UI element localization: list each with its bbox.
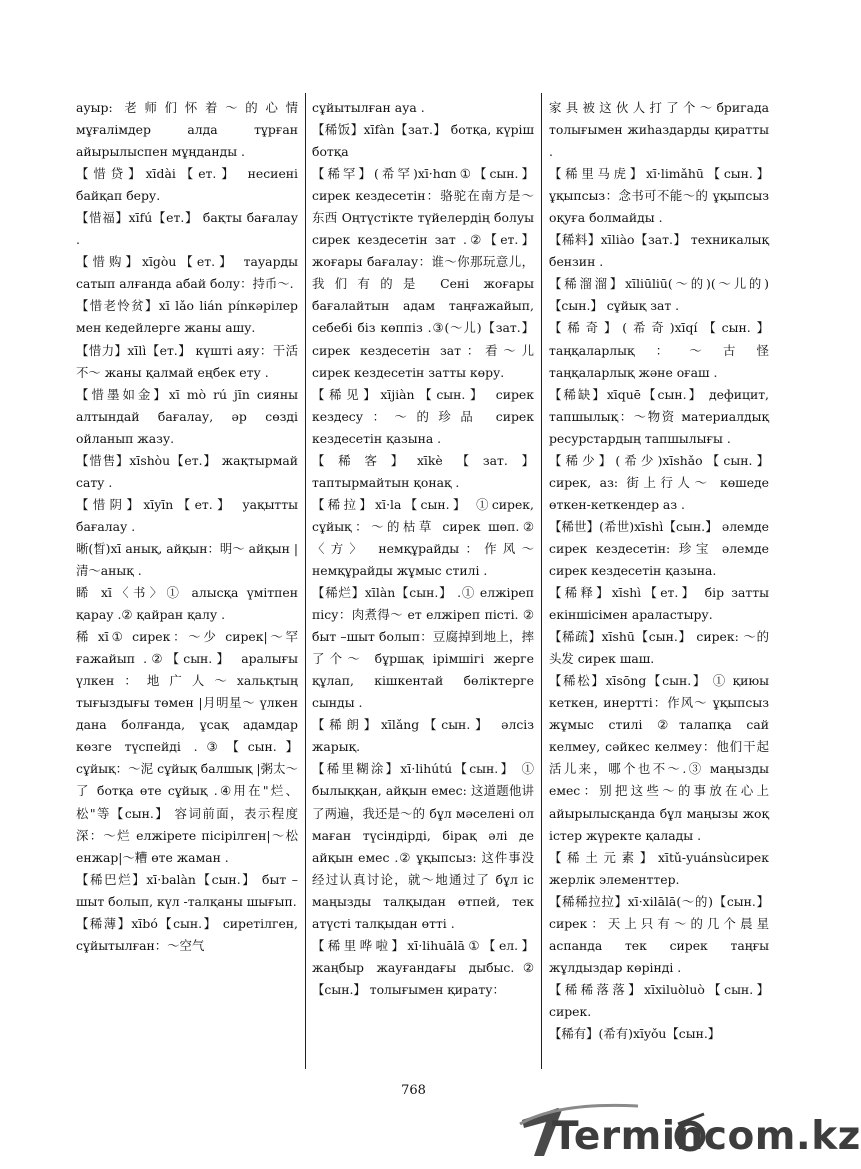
entry: 【稀里糊涂】xī·lihútú【сын.】 ① былыққан, айқын емес: 这道题他讲了两遍，我还是～的 бұл мәселені ол маған түсіндірді, бірақ әлі де айқын емес .② ұқыпсыз: 这件事没经过认真讨论，就～地通过了 бұл іс маңызды талқыдан өтпей, тек атүсті талқыдан өтті . xyxy=(312,761,534,931)
entry: 【惜福】xīfú【ет.】 бақты бағалау . xyxy=(76,210,298,248)
entry: 睎 xī〈书〉① алысқа үмітпен қарау .② қайран қалу . xyxy=(76,585,298,623)
entry: 【稀释】xīshì【ет.】 бір затты екіншісімен араластыру. xyxy=(549,585,769,623)
column-divider xyxy=(541,93,542,1069)
entry: 【稀客】xīkè【зат.】 таптырмайтын қонақ . xyxy=(312,452,534,490)
entry: 【稀朗】xīlǎng【сын.】 әлсіз жарық. xyxy=(312,717,534,755)
entry: 【稀饭】xīfàn【зат.】 ботқа, күріш ботқа xyxy=(312,122,534,160)
entry: 【惜墨如金】xī mò rú jīn сияны алтындай бағалау, әр сөзді ойланып жазу. xyxy=(76,386,298,446)
entry: 【惜购】xīgòu【ет.】 тауарды сатып алғанда абай болу：持币～. xyxy=(76,254,298,292)
entry: 【稀里哗啦】xī·lihuālā①【ел.】 жаңбыр жауғандағы дыбыс.②【сын.】 толығымен қирату： xyxy=(312,937,534,997)
page-number: 768 xyxy=(401,1083,426,1098)
entry: 【稀疏】xīshū【сын.】 сирек: ～的头发 сирек шаш. xyxy=(549,629,769,667)
entry: 【稀溜溜】xīliūliū(～的)(～儿的)【сын.】 сұйық зат . xyxy=(549,276,769,314)
entry: 【惜阴】xīyīn【ет.】 уақытты бағалау . xyxy=(76,496,298,534)
entry: 【惜贷】xīdài【ет.】 несиені байқап беру. xyxy=(76,166,298,204)
entry: 【稀拉】xī·la【сын.】 ①сирек, сұйық：～的枯草 сирек шөп.②〈方〉 немқұрайды：作风～ немқұрайды жұмыс стилі . xyxy=(312,496,534,578)
column-divider xyxy=(305,93,306,1069)
entry: ауыр: 老师们怀着～的心情 мұғалімдер алда тұрған айырылыспен мұңданды . xyxy=(76,100,298,160)
column-3 xyxy=(549,97,769,1045)
entry: 【稀松】xīsōng【сын.】 ① қиюы кеткен, инертті：作风～ ұқыпсыз жұмыс стилі ②талапқа сай келмеу, сәйкес келмеу：他们干起活儿来，哪个也不～.③ маңызды емес：别把这些～的事放在心上 айырылысқанда бұл маңызы жоқ істер жүректе қалады . xyxy=(549,673,769,843)
column-1 xyxy=(76,97,298,957)
entry: 【稀里马虎】xī·limǎhū【сын.】 ұқыпсыз：念书可不能～的 ұқыпсыз оқуға болмайды . xyxy=(549,166,769,226)
entry: 【稀巴烂】xī·balàn【сын.】 быт –шыт болып, күл -талқаны шығып. xyxy=(76,871,298,909)
entry: 【稀烂】xīlàn【сын.】 .① елжіреп пісу：肉煮得～ ет елжіреп пісті. ② быт –шыт болып：豆腐掉到地上，摔了个～ бұршақ ірімшігі жерге құлап, кішкентай бөліктерге сынды . xyxy=(312,585,534,711)
entry: 【惜老怜贫】xī lǎo lián pínкәрілер мен кедейлерге жаны ашу. xyxy=(76,298,298,336)
entry: 家具被这伙人打了个～бригада толығымен жиһаздарды қиратты . xyxy=(549,100,769,160)
entry: 【稀奇】(希奇)xīqí【сын.】 таңқаларлық：～古怪 таңқаларлық және оғаш . xyxy=(549,320,769,380)
entry: сұйытылған ауа . xyxy=(312,100,425,115)
column-2 xyxy=(312,97,534,1001)
entry: 【稀少】(希少)xīshǎo【сын.】 сирек, аз: 街上行人～ көшеде өткен-кеткендер аз . xyxy=(549,452,769,512)
logo-text: Termincom.kz xyxy=(552,1114,861,1159)
entry: 晰(晳)xī анық, айқын：明～ айқын |清～анық . xyxy=(76,540,299,578)
entry: 【惜售】xīshòu【ет.】 жақтырмай сату . xyxy=(76,452,298,490)
entry: 【惜力】xīlì【ет.】 күшті аяу：干活不～ жаны қалмай еңбек ету . xyxy=(76,342,298,380)
entry: 【稀薄】xībó【сын.】 сиретілген, сұйытылған：～空气 xyxy=(76,915,298,953)
entry: 【稀稀拉拉】xī·xilālā(～的)【сын.】 сирек：天上只有～的几个晨星 аспанда тек сирек таңғы жұлдыздар көрінді . xyxy=(549,893,769,975)
entry: 【稀有】(希有)xīyǒu【сын.】 xyxy=(549,1025,721,1041)
entry: 【稀料】xīliào【зат.】 техникалық бензин . xyxy=(549,232,769,270)
entry: 【稀罕】(希罕)xī·hɑn①【сын.】 сирек кездесетін：骆驼在南方是～东西 Оңтүстікте түйелердің болуы сирек кездесетін зат .②【ет.】 жоғары бағалау：谁～你那玩意儿，我们有的是 Сені жоғары бағалайтын адам таңғажайып, себебі біз көппіз .③(～儿)【зат.】 сирек кездесетін зат：看～儿 сирек кездесетін затты көру. xyxy=(312,166,534,380)
entry: 【稀土元素】xītǔ-yuánsùсирек жерлік элементтер. xyxy=(549,849,769,887)
termincom-logo xyxy=(518,1098,861,1160)
entry: 【稀世】(希世)xīshì【сын.】 әлемде сирек кездесетін: 珍宝 әлемде сирек кездесетін қазына. xyxy=(549,518,769,578)
entry: 【稀缺】xīquē【сын.】 дефицит, тапшылық：～物资 материалдық ресурстардың тапшылығы . xyxy=(549,386,769,446)
entry: 稀 xī① сирек：～少 сирек|～罕 ғажайып .②【сын.】 аралығы үлкен：地广人～хальқтың тығыздығы төмен |月明星～ үлкен дана болғанда, ұсақ адамдар көзге түспейді .③【сын.】 сұйық：～泥 сұйық балшық |粥太～了 ботқа өте сұйық .④用在"烂、松"等【сын.】 容词前面，表示程度深：～烂 елжірете пісірілген|～松 енжар|～糟 өте жаман . xyxy=(76,629,298,865)
entry: 【稀见】xījiàn【сын.】 сирек кездесу：～的珍品 сирек кездесетін қазына . xyxy=(312,386,534,446)
entry: 【稀稀落落】xīxiluòluò【сын.】 сирек. xyxy=(549,981,769,1019)
